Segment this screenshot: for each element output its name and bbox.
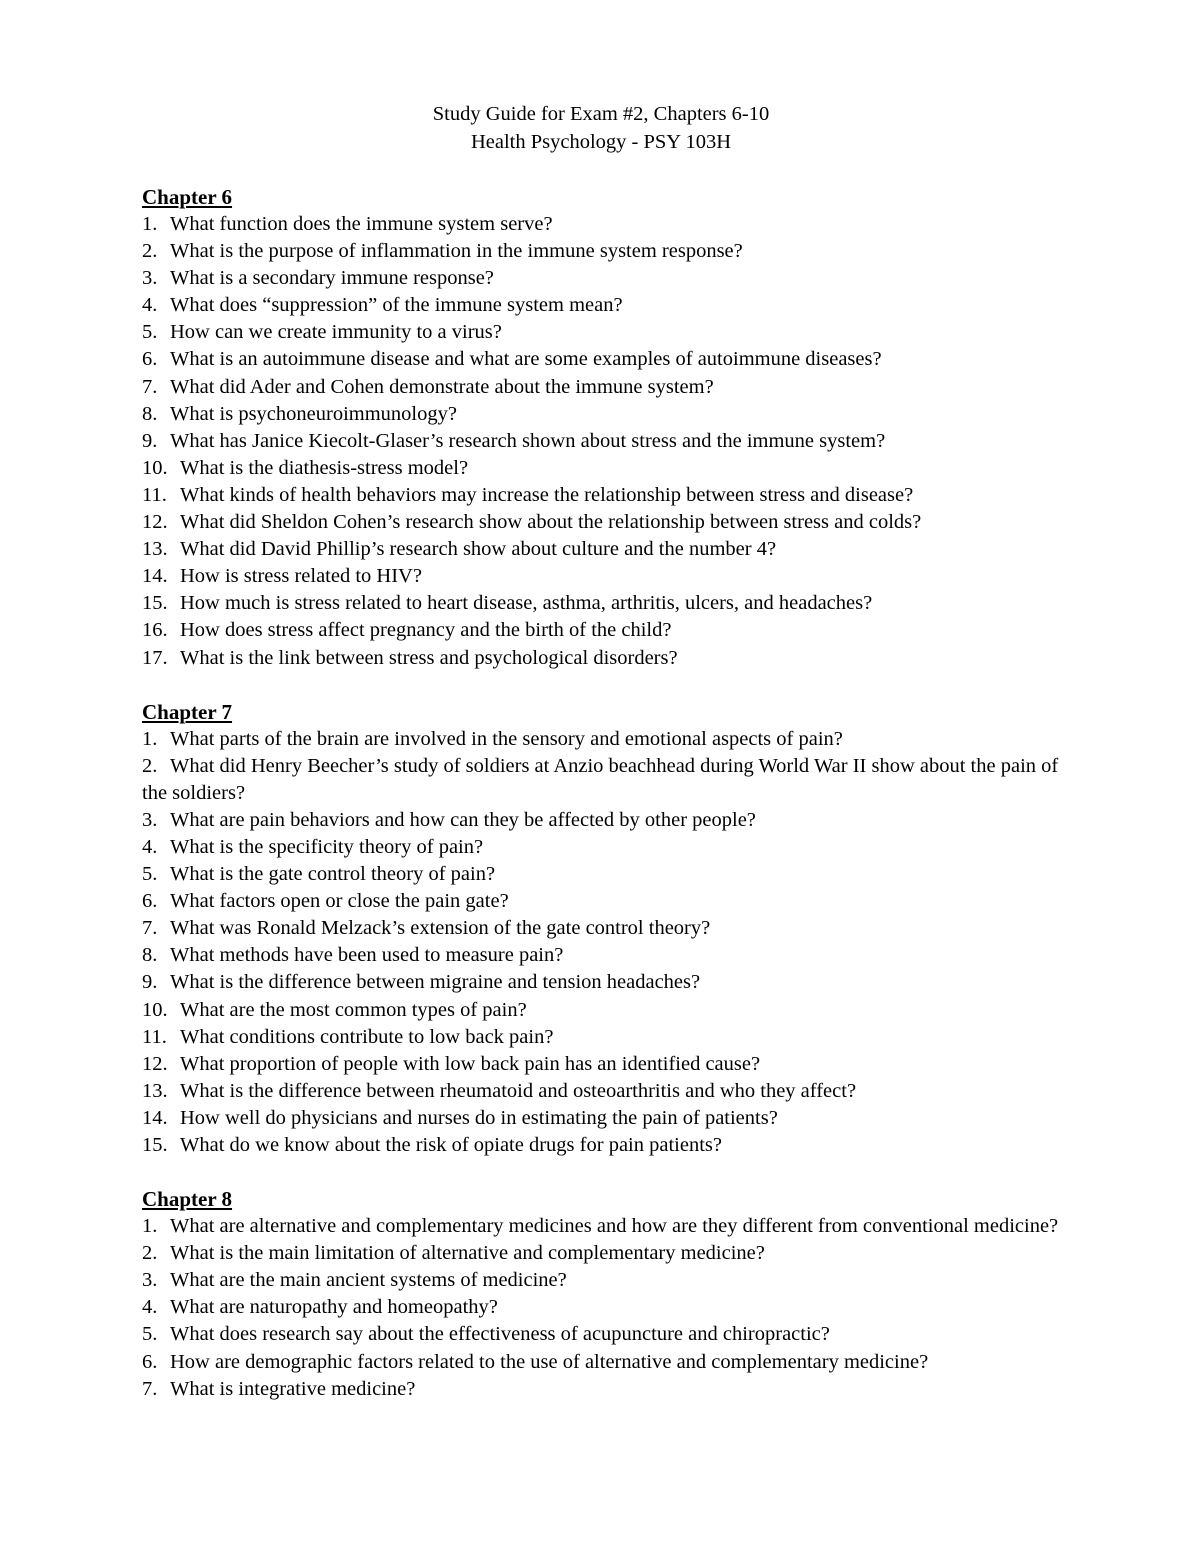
question-number: 5.	[142, 321, 158, 344]
question-item	[142, 915, 1060, 942]
question-number: 2.	[142, 240, 158, 263]
question-text: What are the main ancient systems of medicine?	[170, 1269, 567, 1292]
question-text: What was Ronald Melzack’s extension of the gate control theory?	[170, 917, 711, 940]
question-item	[142, 969, 1060, 996]
question-item	[142, 645, 1060, 672]
question-number: 3.	[142, 808, 158, 831]
question-number: 5.	[142, 863, 158, 886]
question-item	[142, 997, 1060, 1024]
question-number: 1.	[142, 213, 158, 235]
question-number: 8.	[142, 402, 158, 425]
question-number: 14.	[142, 1106, 168, 1129]
question-item	[142, 563, 1060, 590]
question-number: 5.	[142, 1323, 158, 1346]
question-text: What is psychoneuroimmunology?	[170, 402, 457, 425]
question-item	[142, 861, 1060, 888]
question-text: What conditions contribute to low back pain?	[180, 1025, 554, 1048]
question-item	[142, 482, 1060, 509]
question-text: What are the most common types of pain?	[180, 998, 527, 1021]
question-text: What do we know about the risk of opiate drugs for pain patients?	[180, 1134, 722, 1156]
question-text: What has Janice Kiecolt-Glaser’s research shown about stress and the immune system?	[170, 429, 886, 452]
question-text: How well do physicians and nurses do in estimating the pain of patients?	[180, 1106, 778, 1129]
question-text: What is the diathesis-stress model?	[180, 456, 469, 479]
question-item	[142, 617, 1060, 644]
question-number: 3.	[142, 1269, 158, 1292]
question-text: What is the difference between migraine and tension headaches?	[170, 971, 701, 994]
question-text: What are alternative and complementary medicines and how are they different from conventional medicine?	[170, 1215, 1059, 1238]
question-text: What parts of the brain are involved in the sensory and emotional aspects of pain?	[170, 727, 843, 750]
question-item	[142, 346, 1060, 373]
chapter-heading: Chapter 6	[142, 185, 233, 209]
question-item	[142, 1132, 1060, 1159]
question-list	[142, 726, 1060, 1160]
chapter-heading: Chapter 8	[142, 1187, 233, 1212]
question-text: What is the link between stress and psychological disorders?	[180, 646, 678, 669]
question-text: What is the specificity theory of pain?	[170, 835, 484, 858]
question-item	[142, 455, 1060, 482]
question-text: What did Henry Beecher’s study of soldiers at Anzio beachhead during World War II show about the pain of the soldiers?	[142, 754, 1059, 804]
question-item	[142, 1213, 1060, 1240]
question-item	[142, 292, 1060, 319]
question-list	[142, 211, 1060, 672]
question-number: 13.	[142, 538, 168, 561]
question-number: 4.	[142, 294, 158, 317]
question-text: How is stress related to HIV?	[180, 565, 422, 588]
question-number: 2.	[142, 754, 158, 777]
question-number: 15.	[142, 1134, 168, 1156]
question-number: 7.	[142, 1377, 158, 1400]
chapter-heading: Chapter 7	[142, 699, 233, 724]
question-item	[142, 428, 1060, 455]
question-item	[142, 1376, 1060, 1403]
question-item	[142, 1024, 1060, 1051]
question-item	[142, 807, 1060, 834]
question-item	[142, 238, 1060, 265]
question-text: What did Ader and Cohen demonstrate about the immune system?	[170, 375, 714, 398]
question-item	[142, 1267, 1060, 1294]
question-text: What is integrative medicine?	[170, 1377, 416, 1400]
question-number: 1.	[142, 727, 158, 750]
question-text: What are pain behaviors and how can they be affected by other people?	[170, 808, 756, 831]
question-item	[142, 1105, 1060, 1132]
question-number: 13.	[142, 1079, 168, 1102]
question-number: 17.	[142, 646, 168, 669]
question-item	[142, 374, 1060, 401]
chapter-section	[142, 184, 1060, 672]
question-text: How are demographic factors related to the use of alternative and complementary medicine?	[170, 1350, 929, 1373]
question-text: What function does the immune system serve?	[170, 213, 553, 235]
question-number: 1.	[142, 1215, 158, 1238]
question-number: 4.	[142, 835, 158, 858]
question-number: 10.	[142, 998, 168, 1021]
question-text: What does research say about the effectiveness of acupuncture and chiropractic?	[170, 1323, 830, 1346]
question-text: What methods have been used to measure pain?	[170, 944, 564, 967]
question-text: What is the difference between rheumatoid and osteoarthritis and who they affect?	[180, 1079, 857, 1102]
course-subtitle: Health Psychology - PSY 103H	[470, 131, 732, 153]
question-text: What is the gate control theory of pain?	[170, 863, 496, 886]
question-item	[142, 753, 1060, 807]
question-text: How can we create immunity to a virus?	[170, 321, 502, 344]
question-item	[142, 1051, 1060, 1078]
question-number: 9.	[142, 429, 158, 452]
question-item	[142, 942, 1060, 969]
question-text: What does “suppression” of the immune system mean?	[170, 294, 623, 317]
question-text: What is an autoimmune disease and what are some examples of autoimmune diseases?	[170, 348, 882, 371]
question-item	[142, 401, 1060, 428]
question-item	[142, 1321, 1060, 1348]
question-item	[142, 1349, 1060, 1376]
question-number: 11.	[142, 1025, 167, 1048]
question-text: What are naturopathy and homeopathy?	[170, 1296, 498, 1319]
question-number: 7.	[142, 917, 158, 940]
question-number: 8.	[142, 944, 158, 967]
question-item	[142, 726, 1060, 753]
question-number: 6.	[142, 890, 158, 913]
document-header	[142, 100, 1060, 156]
question-text: How does stress affect pregnancy and the birth of the child?	[180, 619, 672, 642]
question-number: 15.	[142, 592, 168, 615]
question-number: 11.	[142, 483, 167, 506]
chapter-section	[142, 1186, 1060, 1403]
question-text: What did Sheldon Cohen’s research show about the relationship between stress and colds?	[180, 511, 922, 534]
chapter-list	[142, 184, 1060, 1403]
question-item	[142, 211, 1060, 238]
question-text: What did David Phillip’s research show about culture and the number 4?	[180, 538, 777, 561]
question-number: 16.	[142, 619, 168, 642]
question-text: What proportion of people with low back pain has an identified cause?	[180, 1052, 761, 1075]
question-text: How much is stress related to heart disease, asthma, arthritis, ulcers, and headaches?	[180, 592, 873, 615]
question-number: 6.	[142, 348, 158, 371]
question-item	[142, 536, 1060, 563]
question-item	[142, 590, 1060, 617]
question-number: 12.	[142, 1052, 168, 1075]
question-number: 3.	[142, 267, 158, 290]
question-item	[142, 1078, 1060, 1105]
chapter-section	[142, 699, 1060, 1160]
question-text: What is a secondary immune response?	[170, 267, 494, 290]
question-number: 10.	[142, 456, 168, 479]
question-number: 12.	[142, 511, 168, 534]
question-item	[142, 834, 1060, 861]
question-number: 2.	[142, 1242, 158, 1265]
question-item	[142, 509, 1060, 536]
question-item	[142, 265, 1060, 292]
document-title: Study Guide for Exam #2, Chapters 6-10	[432, 103, 770, 125]
question-item	[142, 1240, 1060, 1267]
question-number: 4.	[142, 1296, 158, 1319]
question-number: 7.	[142, 375, 158, 398]
question-text: What factors open or close the pain gate?	[170, 890, 509, 913]
question-number: 6.	[142, 1350, 158, 1373]
question-number: 9.	[142, 971, 158, 994]
question-text: What kinds of health behaviors may increase the relationship between stress and disease?	[180, 483, 914, 506]
question-text: What is the purpose of inflammation in the immune system response?	[170, 240, 743, 263]
question-number: 14.	[142, 565, 168, 588]
question-text: What is the main limitation of alternative and complementary medicine?	[170, 1242, 765, 1265]
question-item	[142, 1294, 1060, 1321]
question-item	[142, 888, 1060, 915]
question-list	[142, 1213, 1060, 1403]
question-item	[142, 319, 1060, 346]
